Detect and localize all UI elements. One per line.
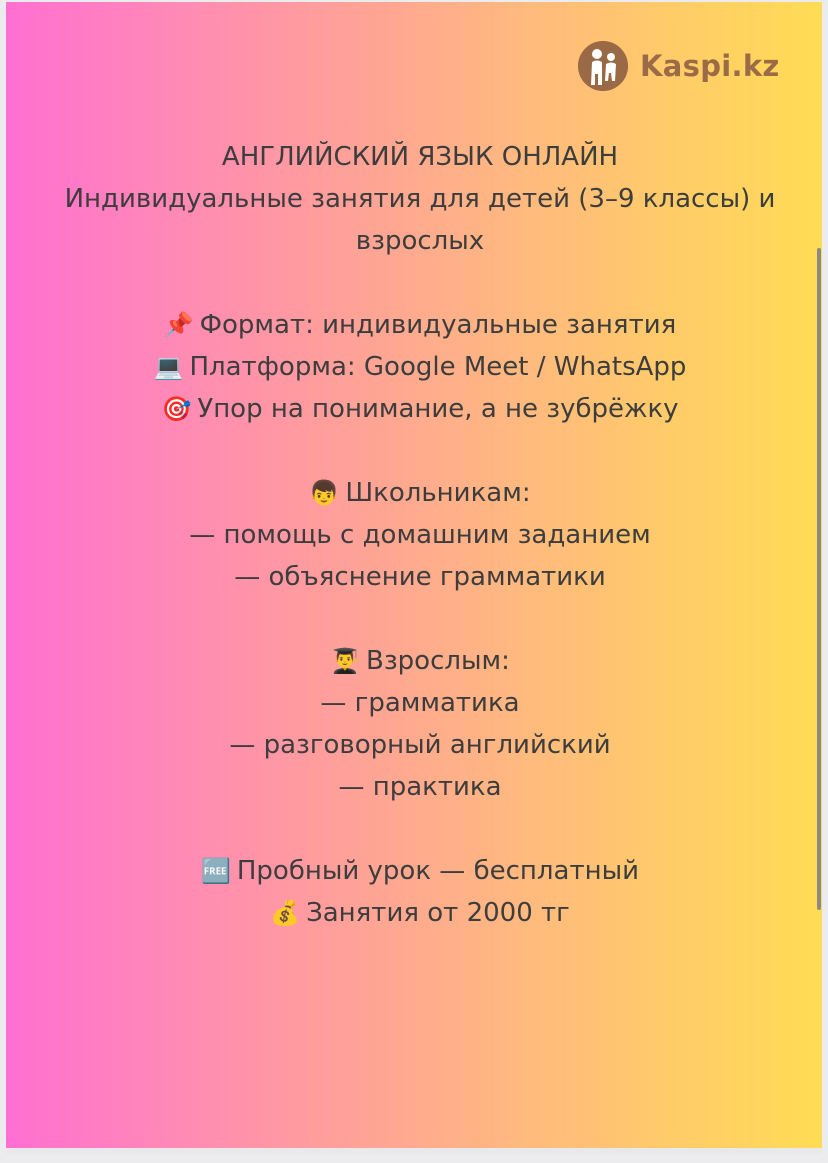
ad-card <box>6 2 822 1154</box>
brand-logo-group[interactable] <box>578 40 780 92</box>
target-icon: 🎯 <box>161 395 192 423</box>
platform-text: Платформа: Google Meet / WhatsApp <box>189 352 687 382</box>
focus-line <box>20 388 820 430</box>
adults-item: — грамматика <box>320 688 520 718</box>
spacer <box>20 262 820 304</box>
focus-text: Упор на понимание, а не зубрёжку <box>197 394 679 424</box>
kaspi-person-icon <box>578 41 628 91</box>
format-text: Формат: индивидуальные занятия <box>199 310 677 340</box>
adults-heading: Взрослым: <box>366 646 510 676</box>
trial-line <box>20 850 820 892</box>
brand-name: Kaspi.kz <box>640 49 780 83</box>
adults-heading-line <box>20 640 820 682</box>
graduate-icon: 👨‍🎓 <box>330 647 360 675</box>
platform-line <box>20 346 820 388</box>
card-bottom-edge <box>6 1148 822 1154</box>
students-heading-line <box>20 472 820 514</box>
money-bag-icon: 💰 <box>270 899 301 927</box>
vertical-scrollbar[interactable] <box>817 248 821 910</box>
pushpin-icon: 📌 <box>163 311 194 339</box>
students-heading: Школьникам: <box>345 478 531 508</box>
ad-title: АНГЛИЙСКИЙ ЯЗЫК ОНЛАЙН <box>221 142 619 172</box>
ad-text <box>20 136 820 934</box>
ad-subtitle-line2: взрослых <box>355 226 485 256</box>
spacer <box>20 430 820 472</box>
format-line <box>20 304 820 346</box>
spacer <box>20 598 820 640</box>
ad-subtitle-line1: Индивидуальные занятия для детей (3–9 классы) и <box>64 184 776 214</box>
laptop-icon: 💻 <box>153 353 184 381</box>
price-line <box>20 892 820 934</box>
child-icon: 👦 <box>309 479 340 507</box>
price-text: Занятия от 2000 тг <box>306 898 570 928</box>
students-item: — помощь с домашним заданием <box>189 520 651 550</box>
trial-text: Пробный урок — бесплатный <box>236 856 640 886</box>
adults-item: — практика <box>338 772 502 802</box>
spacer <box>20 808 820 850</box>
adults-item: — разговорный английский <box>229 730 611 760</box>
free-icon: 🆓 <box>200 857 231 885</box>
students-item: — объяснение грамматики <box>234 562 606 592</box>
